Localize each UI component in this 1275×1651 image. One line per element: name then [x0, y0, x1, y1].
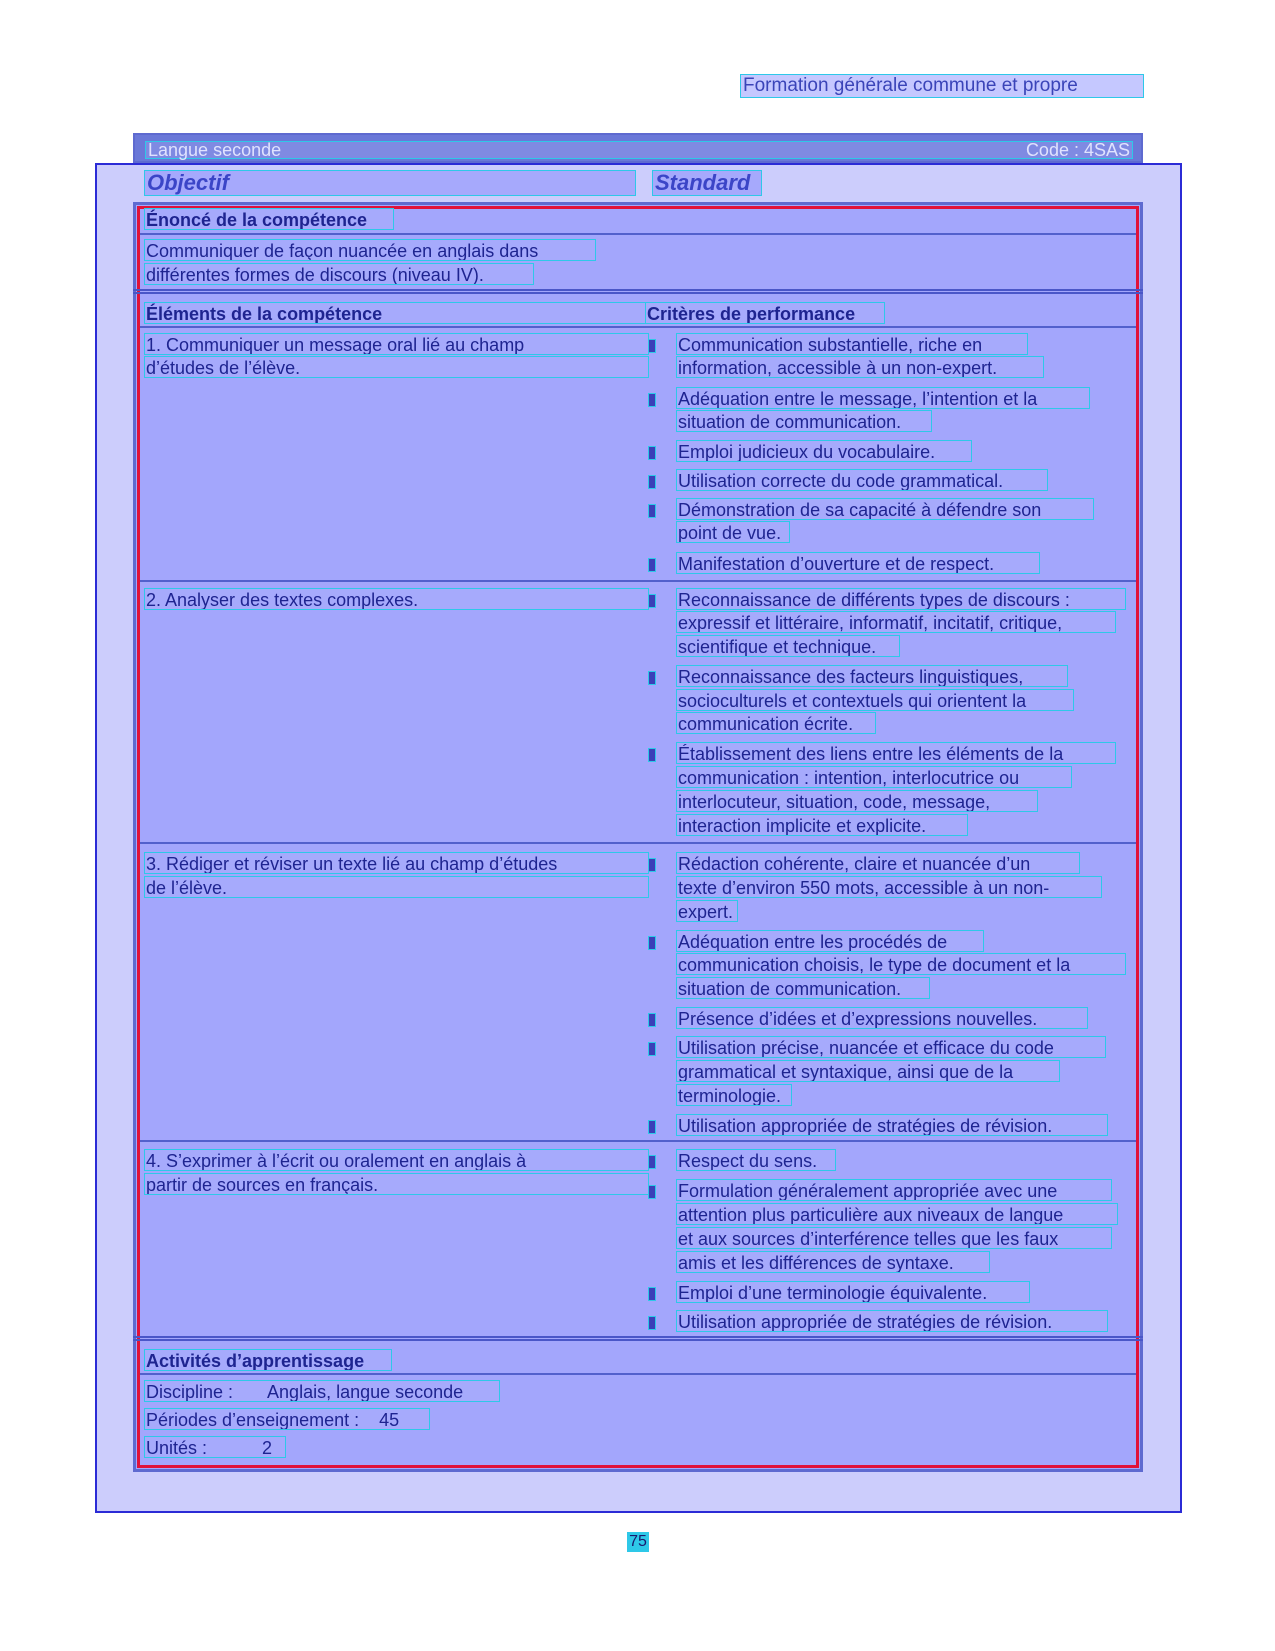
- row-divider: [140, 1140, 1136, 1142]
- bullet-icon: [648, 1042, 656, 1056]
- criterion-line: Utilisation appropriée de stratégies de révision.: [676, 1114, 1108, 1136]
- criterion-line: grammatical et syntaxique, ainsi que de la: [676, 1060, 1060, 1082]
- criterion-line: Rédaction cohérente, claire et nuancée d’un: [676, 852, 1080, 874]
- bullet-icon: [648, 1316, 656, 1330]
- row-divider: [140, 842, 1136, 844]
- criterion-line: Présence d’idées et d’expressions nouvelles.: [676, 1007, 1088, 1029]
- criterion-line: point de vue.: [676, 521, 790, 543]
- row-divider: [140, 580, 1136, 582]
- criterion-line: communication choisis, le type de document et la: [676, 953, 1126, 975]
- section-divider: [133, 1336, 1143, 1341]
- bullet-icon: [648, 1185, 656, 1199]
- bullet-icon: [648, 393, 656, 407]
- element-1-line-1: 1. Communiquer un message oral lié au champ: [144, 333, 649, 355]
- criterion-line: amis et les différences de syntaxe.: [676, 1251, 990, 1273]
- criterion-line: socioculturels et contextuels qui orientent la: [676, 689, 1074, 711]
- criterion-line: Reconnaissance de différents types de discours :: [676, 588, 1126, 610]
- course-bar: [133, 133, 1143, 163]
- discipline-line: Discipline : Anglais, langue seconde: [144, 1380, 500, 1402]
- divider: [140, 1373, 1136, 1375]
- enonce-line-2: différentes formes de discours (niveau IV).: [144, 263, 534, 285]
- criterion-line: Emploi judicieux du vocabulaire.: [676, 440, 972, 462]
- criterion-line: texte d’environ 550 mots, accessible à un non-: [676, 876, 1102, 898]
- bullet-icon: [648, 594, 656, 608]
- criterion-line: et aux sources d’interférence telles que les faux: [676, 1227, 1112, 1249]
- element-3-line-1: 3. Rédiger et réviser un texte lié au champ d’études: [144, 852, 649, 874]
- bullet-icon: [648, 671, 656, 685]
- course-name: Langue seconde: [148, 139, 282, 160]
- criterion-line: Utilisation correcte du code grammatical.: [676, 469, 1048, 491]
- bullet-icon: [648, 475, 656, 489]
- criterion-line: scientifique et technique.: [676, 635, 900, 657]
- criterion-line: Utilisation appropriée de stratégies de révision.: [676, 1310, 1108, 1332]
- bullet-icon: [648, 558, 656, 572]
- section-divider: [133, 289, 1143, 294]
- element-4-line-1: 4. S’exprimer à l’écrit ou oralement en anglais à: [144, 1149, 649, 1171]
- criterion-line: Établissement des liens entre les éléments de la: [676, 742, 1116, 764]
- element-4-line-2: partir de sources en français.: [144, 1173, 649, 1195]
- bullet-icon: [648, 858, 656, 872]
- criterion-line: interlocuteur, situation, code, message,: [676, 790, 1038, 812]
- criterion-line: Communication substantielle, riche en: [676, 333, 1028, 355]
- col-elements-heading: Éléments de la compétence: [144, 302, 649, 324]
- criterion-line: Emploi d’une terminologie équivalente.: [676, 1281, 1030, 1303]
- enonce-line-1: Communiquer de façon nuancée en anglais dans: [144, 239, 596, 261]
- criterion-line: situation de communication.: [676, 977, 930, 999]
- element-2-line-1: 2. Analyser des textes complexes.: [144, 588, 649, 610]
- criterion-line: interaction implicite et explicite.: [676, 814, 968, 836]
- divider: [140, 233, 1136, 235]
- bullet-icon: [648, 1013, 656, 1027]
- standard-label: Standard: [652, 170, 762, 196]
- bullet-icon: [648, 1155, 656, 1169]
- criterion-line: Utilisation précise, nuancée et efficace du code: [676, 1036, 1106, 1058]
- document-section-title: Formation générale commune et propre: [740, 74, 1144, 98]
- element-1-line-2: d’études de l’élève.: [144, 356, 649, 378]
- criterion-line: Reconnaissance des facteurs linguistiques,: [676, 665, 1068, 687]
- bullet-icon: [648, 936, 656, 950]
- element-3-line-2: de l’élève.: [144, 876, 649, 898]
- unites-line: Unités : 2: [144, 1436, 286, 1458]
- bullet-icon: [648, 1120, 656, 1134]
- bullet-icon: [648, 748, 656, 762]
- criterion-line: Adéquation entre les procédés de: [676, 930, 984, 952]
- criterion-line: situation de communication.: [676, 410, 932, 432]
- periodes-line: Périodes d’enseignement : 45: [144, 1408, 430, 1430]
- criterion-line: Démonstration de sa capacité à défendre son: [676, 498, 1094, 520]
- bullet-icon: [648, 1287, 656, 1301]
- enonce-heading: Énoncé de la compétence: [144, 208, 394, 230]
- criterion-line: Respect du sens.: [676, 1149, 836, 1171]
- bullet-icon: [648, 339, 656, 353]
- col-criteres-heading: Critères de performance: [645, 302, 885, 324]
- bullet-icon: [648, 504, 656, 518]
- criterion-line: Formulation généralement appropriée avec une: [676, 1179, 1112, 1201]
- page-number: 75: [627, 1532, 649, 1552]
- activites-heading: Activités d’apprentissage: [144, 1349, 392, 1371]
- divider: [140, 326, 1136, 328]
- bullet-icon: [648, 446, 656, 460]
- criterion-line: attention plus particulière aux niveaux de langue: [676, 1203, 1118, 1225]
- criterion-line: expressif et littéraire, informatif, incitatif, critique,: [676, 611, 1116, 633]
- objectif-label: Objectif: [144, 170, 636, 196]
- criterion-line: communication : intention, interlocutrice ou: [676, 766, 1072, 788]
- criterion-line: communication écrite.: [676, 712, 876, 734]
- criterion-line: Manifestation d’ouverture et de respect.: [676, 552, 1040, 574]
- criterion-line: Adéquation entre le message, l’intention et la: [676, 387, 1090, 409]
- criterion-line: expert.: [676, 900, 738, 922]
- course-code: Code : 4SAS: [1025, 139, 1130, 160]
- criterion-line: terminologie.: [676, 1084, 792, 1106]
- criterion-line: information, accessible à un non-expert.: [676, 356, 1044, 378]
